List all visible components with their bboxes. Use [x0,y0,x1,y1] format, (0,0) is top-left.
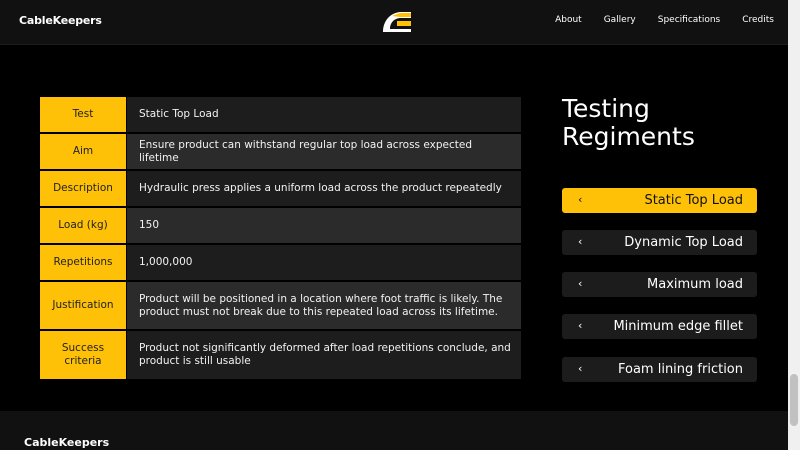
panel-title: Testing Regiments [562,94,695,151]
table-row [40,245,521,280]
table-row [40,171,521,206]
regiment-static-top-load[interactable] [562,188,757,213]
row-label: Success criteria [40,331,126,379]
chevron-left-icon: ‹ [578,277,583,290]
row-label: Load (kg) [40,208,126,243]
regiment-foam-lining-friction[interactable] [562,357,757,382]
row-value: Product will be positioned in a location where foot traffic is likely. The product must not break due to this repeated load across its lifetime. [127,282,521,329]
nav-specifications[interactable]: Specifications [657,15,721,25]
scrollbar-thumb[interactable] [790,374,798,426]
regiment-label: Minimum edge fillet [613,319,743,334]
table-row [40,134,521,169]
regiment-label: Maximum load [647,277,743,292]
row-label: Repetitions [40,245,126,280]
nav-credits[interactable]: Credits [742,15,774,25]
row-value: Product not significantly deformed after load repetitions conclude, and product is still usable [127,331,521,379]
row-value: 150 [127,208,521,243]
chevron-left-icon: ‹ [578,193,583,206]
cablekeepers-logo-icon[interactable] [380,9,414,33]
nav-gallery[interactable]: Gallery [603,15,636,25]
row-value: Ensure product can withstand regular top load across expected lifetime [127,134,521,169]
table-row [40,282,521,329]
row-label: Aim [40,134,126,169]
chevron-left-icon: ‹ [578,235,583,248]
regiment-label: Static Top Load [644,193,743,208]
table-row [40,97,521,132]
regiment-minimum-edge-fillet[interactable] [562,314,757,339]
chevron-left-icon: ‹ [578,319,583,332]
main-nav [533,15,774,25]
chevron-left-icon: ‹ [578,362,583,375]
row-label: Test [40,97,126,132]
nav-about[interactable]: About [555,15,582,25]
regiment-label: Foam lining friction [617,362,743,377]
row-label: Justification [40,282,126,329]
row-value: Hydraulic press applies a uniform load across the product repeatedly [127,171,521,206]
regiment-label: Dynamic Top Load [624,235,743,250]
regiment-dynamic-top-load[interactable] [562,230,757,255]
page-scrollbar[interactable] [788,0,800,450]
row-label: Description [40,171,126,206]
footer-brand: CableKeepers [24,436,110,449]
test-spec-table [40,97,521,381]
table-row [40,331,521,379]
site-footer [0,411,788,450]
brand-name[interactable]: CableKeepers [19,14,102,27]
row-value: Static Top Load [127,97,521,132]
regiment-maximum-load[interactable] [562,272,757,297]
site-header [0,0,788,45]
table-row [40,208,521,243]
row-value: 1,000,000 [127,245,521,280]
